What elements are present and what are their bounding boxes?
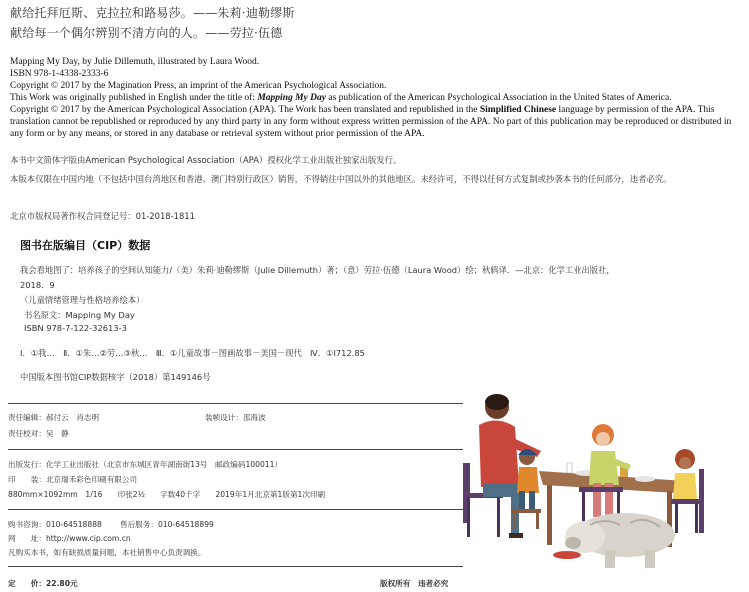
- family-dinner-illustration: [455, 385, 740, 580]
- english-isbn: ISBN 978-1-4338-2333-6: [10, 69, 109, 79]
- copyright2-pre: Copyright © 2017 by the American Psychological Association (APA). The Work has been translated and republished in the: [10, 105, 480, 115]
- cip-line-1: 我会看地图了：培养孩子的空间认知能力/（美）朱莉·迪勒缪斯（Julie Dillemuth）著；（意）劳拉·伍德（Laura Wood）绘；秋鸫译．—北京：化学工业出版社，: [20, 265, 615, 275]
- copyright2-bold: Simplified Chinese: [479, 105, 557, 115]
- credit-proof: 责任校对：吴 静: [8, 429, 69, 438]
- credit-purchase: 购书咨询：010-64518888: [8, 520, 102, 529]
- work-pre: This Work was originally published in English under the title of:: [10, 93, 258, 103]
- credit-price: 定 价：22.80元: [8, 579, 78, 588]
- credit-service: 售后服务：010-64518899: [120, 520, 214, 529]
- cip-line-4: 书名原文：Mapping My Day: [24, 310, 135, 320]
- cip-line-2: 2018．9: [20, 280, 55, 290]
- credit-design: 装帧设计：邵海波: [205, 413, 266, 422]
- rule-middle-2: [8, 509, 463, 510]
- english-copyright-1: Copyright © 2017 by the Magination Press, an imprint of the American Psychological Association.: [10, 81, 387, 91]
- rule-top: [8, 403, 463, 404]
- copyright2-post: language by permission of the APA. This translation cannot be republished or reproduced by any third party in any form without express written permission of the APA. No part of this publication may be reproduced or distributed in any form or by any means, or stored in any database or retrieval system without prior permission of the APA.: [10, 105, 732, 139]
- credit-printer: 印 装：北京瑞禾彩色印刷有限公司: [8, 475, 138, 484]
- credit-rights: 版权所有 违者必究: [380, 579, 449, 588]
- work-title: Mapping My Day: [257, 93, 326, 103]
- copyright-registration: 北京市版权局著作权合同登记号：01-2018-1811: [10, 211, 195, 221]
- credit-notice: 凡购买本书，如有缺损质量问题，本社销售中心负责调换。: [8, 548, 206, 557]
- dedication-line-2: 献给每一个偶尔辨别不清方向的人。——劳拉·伍德: [10, 26, 283, 40]
- english-original-title-line: [10, 92, 672, 104]
- rule-bottom: [8, 566, 463, 567]
- sheepdog-figure: [553, 513, 675, 568]
- dad-figure: [479, 394, 541, 538]
- cip-line-7: 中国版本图书馆CIP数据核字（2018）第149146号: [20, 372, 211, 382]
- chinese-license-line: 本书中文简体字版由American Psychological Association（APA）授权化学工业出版社独家出版发行。: [10, 155, 402, 165]
- credit-editor: 责任编辑：郝付云 肖志明: [8, 413, 100, 422]
- cip-line-5: ISBN 978-7-122-32613-3: [24, 323, 127, 333]
- small-girl-figure: [671, 449, 704, 533]
- chinese-territory-notice: 本版本仅限在中国内地（不包括中国台湾地区和香港、澳门特别行政区）销售，不得销往中国以外的其他地区。未经许可，不得以任何方式复制或抄袭本书的任何部分，违者必究。: [10, 174, 672, 184]
- rule-middle-1: [8, 449, 463, 450]
- cip-heading: 图书在版编目（CIP）数据: [20, 239, 151, 252]
- credit-website: 网 址：http://www.cip.com.cn: [8, 534, 131, 543]
- credit-format: 880mm×1092mm 1/16 印张2½ 字数40千字 2019年1月北京第1版第1次印刷: [8, 490, 326, 499]
- english-copyright-2: [10, 104, 738, 140]
- dedication-line-1: 献给托拜厄斯、克拉拉和路易莎。——朱莉·迪勒缪斯: [10, 6, 295, 20]
- cip-line-3: （儿童情绪管理与性格培养绘本）: [20, 295, 145, 305]
- credit-publisher: 出版发行：化学工业出版社（北京市东城区青年湖南街13号 邮政编码100011）: [8, 460, 283, 469]
- english-title-line: Mapping My Day, by Julie Dillemuth, illustrated by Laura Wood.: [10, 57, 260, 67]
- work-post: as publication of the American Psychological Association in the United States of America.: [325, 93, 672, 103]
- cip-line-6: Ⅰ．①我… Ⅱ．①朱…②劳…③秋… Ⅲ．①儿童故事－图画故事－美国－现代 Ⅳ．①I712.85: [20, 348, 365, 358]
